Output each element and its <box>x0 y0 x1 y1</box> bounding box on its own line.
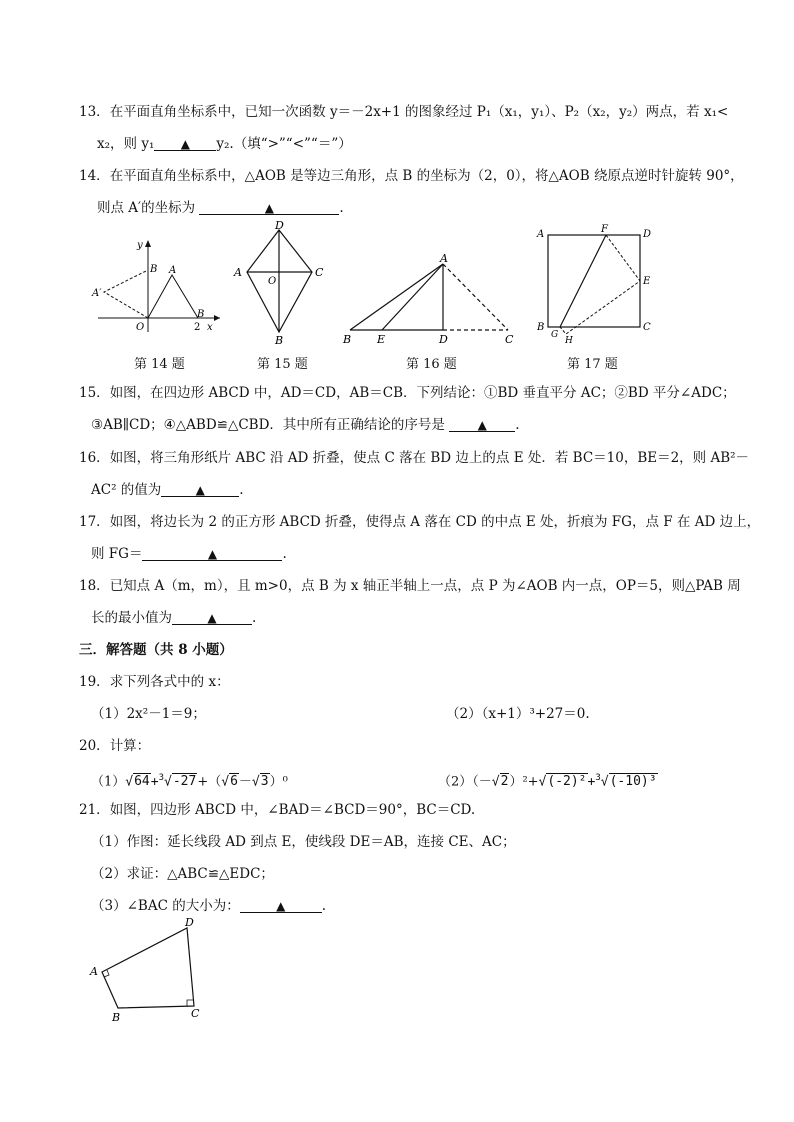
svg-text:O: O <box>268 276 277 287</box>
svg-text:x: x <box>207 322 213 333</box>
quadrilateral-abcd <box>102 928 194 1008</box>
q21-part3: （3）∠BAC 的大小为： ▲ . <box>91 898 326 914</box>
answer-blank[interactable]: ▲ <box>199 199 339 215</box>
svg-text:C: C <box>505 333 514 346</box>
caption-17: 第 17 题 <box>567 357 618 372</box>
q13-line1: 13．在平面直角坐标系中，已知一次函数 y＝－2x+1 的图象经过 P₁（x₁，y₁）、P₂（x₂，y₂）两点，若 x₁< <box>79 104 729 120</box>
q21-part1: （1）作图：延长线段 AD 到点 E，使线段 DE＝AB，连接 CE、AC； <box>91 834 516 850</box>
answer-blank[interactable]: ▲ <box>154 135 216 151</box>
q17-line2: 则 FG＝ ▲ . <box>91 546 287 562</box>
svg-text:A: A <box>537 229 545 240</box>
svg-text:C: C <box>191 1007 200 1020</box>
q19-part2: （2）（x+1）³+27＝0. <box>446 706 590 722</box>
figure-16 <box>340 250 520 346</box>
svg-text:B: B <box>150 264 158 275</box>
svg-text:B: B <box>275 334 284 347</box>
q16-line2: AC² 的值为 ▲ . <box>91 482 244 498</box>
q13-line2: x₂，则 y₁ ▲ y₂.（填“>”“<”“＝”） <box>97 136 352 152</box>
q14-line2: 则点 A′的坐标为 ▲ . <box>97 200 344 216</box>
svg-text:O: O <box>136 322 145 333</box>
rotated-triangle <box>104 270 148 318</box>
svg-text:E: E <box>643 276 651 287</box>
q19-part1: （1）2x²－1＝9； <box>91 706 206 722</box>
svg-text:F: F <box>601 224 608 235</box>
svg-text:D: D <box>275 220 284 232</box>
svg-text:B: B <box>343 333 352 346</box>
svg-text:A: A <box>90 965 98 978</box>
square-abcd <box>548 235 640 327</box>
svg-text:A: A <box>169 265 177 276</box>
q15-line2: ③AB∥CD；④△ABD≌△CBD．其中所有正确结论的序号是 ▲ . <box>91 417 520 433</box>
figure-21 <box>85 915 215 1025</box>
svg-text:A′: A′ <box>92 288 102 299</box>
svg-text:D: D <box>643 229 652 240</box>
svg-text:C: C <box>643 322 651 333</box>
q18-line1: 18．已知点 A（m，m），且 m>0，点 B 为 x 轴正半轴上一点，点 P 为∠AOB 内一点，OP＝5，则△PAB 周 <box>79 578 741 594</box>
svg-text:y: y <box>137 240 143 251</box>
q20-part2: （2）（－√2）²+√(-2)²+$^3$√(-10)³ <box>438 773 657 790</box>
figure-15 <box>232 220 327 350</box>
caption-14: 第 14 题 <box>134 357 185 372</box>
svg-text:D: D <box>185 916 194 929</box>
svg-text:A: A <box>440 252 448 265</box>
caption-16: 第 16 题 <box>406 357 457 372</box>
q16-line1: 16．如图，将三角形纸片 ABC 沿 AD 折叠，使点 C 落在 BD 边上的点 E 处．若 BC＝10，BE＝2，则 AB²－ <box>79 450 750 466</box>
q20-part1: （1）√64+$^3$√-27+（√6－√3）⁰ <box>91 773 288 790</box>
q21-stem: 21．如图，四边形 ABCD 中，∠BAD＝∠BCD＝90°，BC＝CD. <box>79 802 476 818</box>
svg-text:B: B <box>537 322 545 333</box>
q15-line1: 15．如图，在四边形 ABCD 中，AD＝CD，AB＝CB．下列结论：①BD 垂直平分 AC；②BD 平分∠ADC； <box>79 385 736 401</box>
figure-17 <box>533 222 658 344</box>
answer-blank[interactable]: ▲ <box>449 416 515 432</box>
svg-text:E: E <box>377 333 386 346</box>
svg-text:H: H <box>565 336 573 344</box>
q19-stem: 19．求下列各式中的 x： <box>79 674 230 690</box>
svg-text:B: B <box>197 309 205 320</box>
svg-text:A: A <box>234 266 242 279</box>
figure-14 <box>90 220 225 335</box>
svg-text:C: C <box>315 266 324 279</box>
section-heading: 三．解答题（共 8 小题） <box>79 642 233 658</box>
answer-blank[interactable]: ▲ <box>142 545 282 561</box>
q20-stem: 20．计算： <box>79 738 151 754</box>
q17-line1: 17．如图，将边长为 2 的正方形 ABCD 折叠，使得点 A 落在 CD 的中点 E 处，折痕为 FG，点 F 在 AD 边上， <box>79 514 761 530</box>
answer-blank[interactable]: ▲ <box>172 609 252 625</box>
q21-part2: （2）求证：△ABC≌△EDC； <box>91 866 274 882</box>
caption-15: 第 15 题 <box>257 357 308 372</box>
q18-line2: 长的最小值为 ▲ . <box>91 610 257 626</box>
svg-text:D: D <box>439 333 448 346</box>
answer-blank[interactable]: ▲ <box>161 481 239 497</box>
q14-line1: 14．在平面直角坐标系中，△AOB 是等边三角形，点 B 的坐标为（2，0），将△AOB 绕原点逆时针旋转 90°， <box>79 168 744 184</box>
triangle-aob <box>148 275 198 318</box>
svg-text:2: 2 <box>194 322 201 333</box>
fold-line-fg <box>560 235 606 327</box>
svg-text:B: B <box>112 1011 121 1024</box>
svg-text:G: G <box>551 330 559 340</box>
answer-blank[interactable]: ▲ <box>240 897 322 913</box>
